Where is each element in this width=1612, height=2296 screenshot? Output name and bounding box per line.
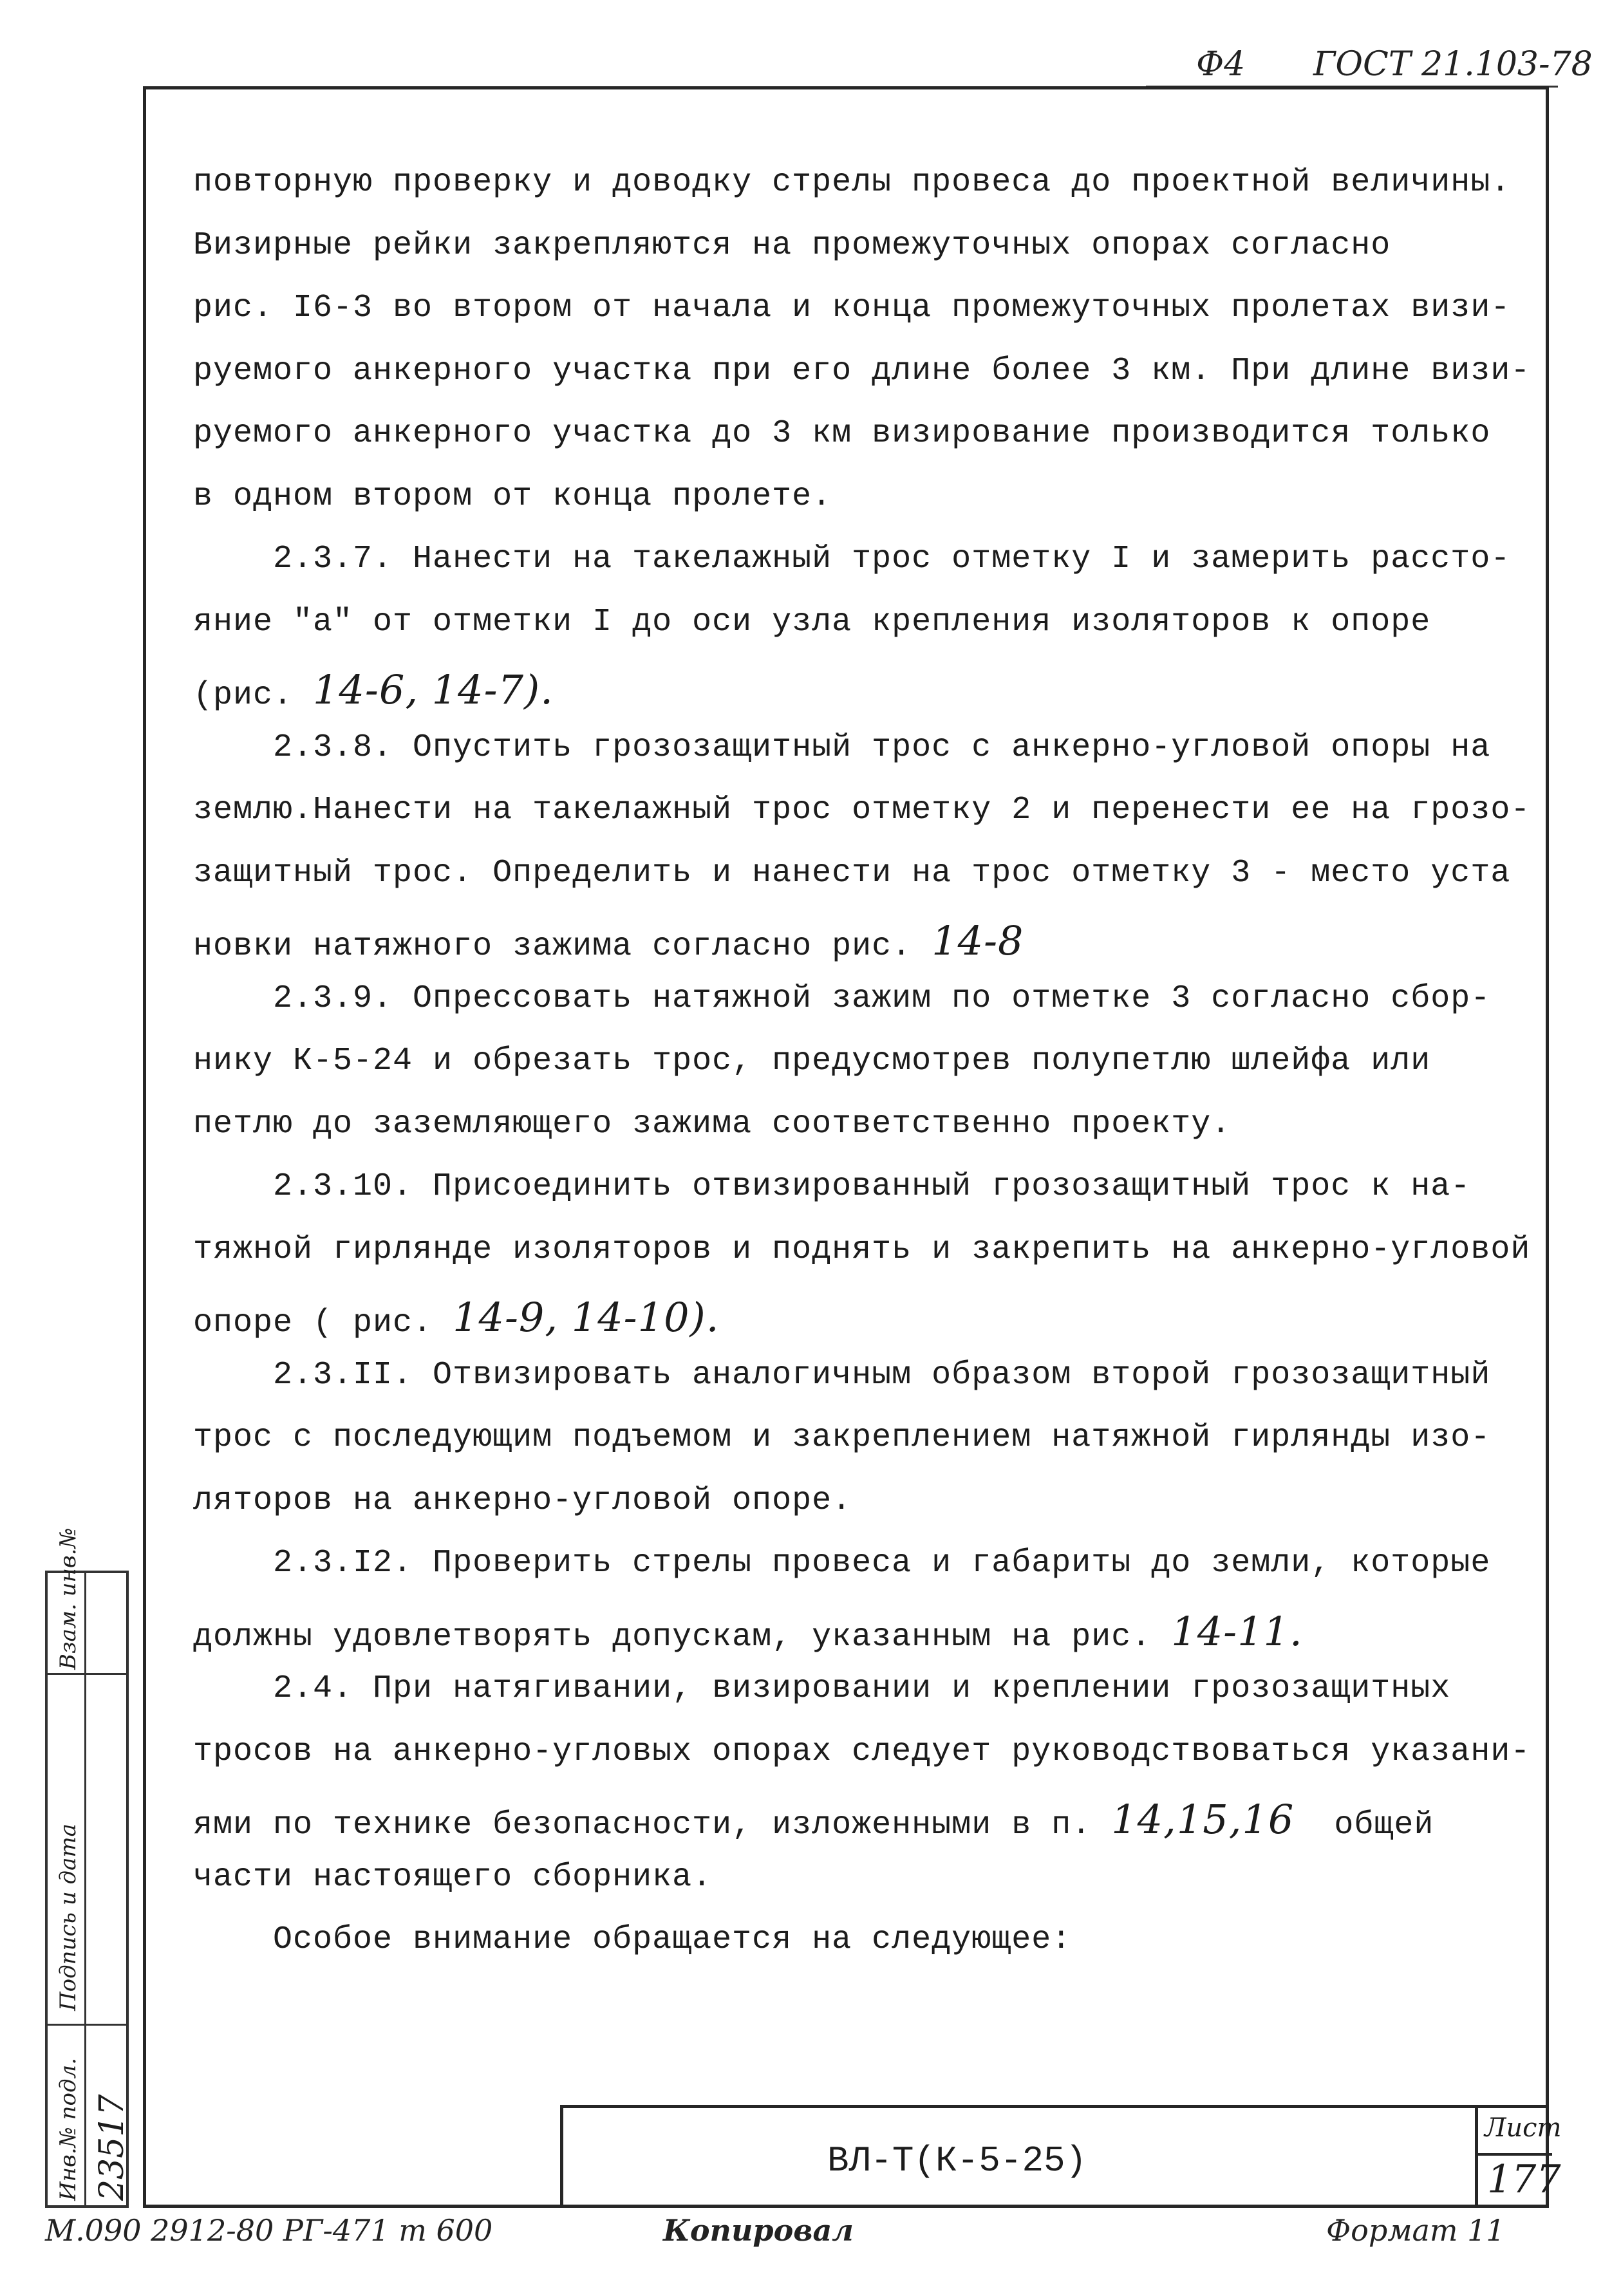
footer-copied: Копировал bbox=[663, 2213, 854, 2248]
body-line bbox=[193, 917, 1024, 965]
body-line bbox=[193, 1294, 719, 1341]
body-line-text: 2.3.I2. Проверить стрелы провеса и габариты до земли, которые bbox=[193, 1545, 1491, 1582]
body-line bbox=[193, 415, 1490, 452]
body-line-text: рис. I6-3 во втором от начала и конца промежуточных пролетах визи- bbox=[193, 290, 1511, 326]
footer-left: М.090 2912-80 РГ-471 т 600 bbox=[45, 2213, 493, 2248]
body-line-text: руемого анкерного участка до 3 км визирование производится только bbox=[193, 415, 1491, 452]
body-line bbox=[193, 604, 1430, 640]
header-standard: ГОСТ 21.103-78 bbox=[1313, 45, 1593, 84]
body-line bbox=[193, 1043, 1430, 1079]
body-line-text: ляторов на анкерно-угловой опоре. bbox=[193, 1482, 852, 1519]
handwritten-reference: 14-9, 14-10). bbox=[453, 1294, 720, 1341]
document-code: ВЛ-Т(К-5-25) bbox=[827, 2140, 1087, 2181]
body-line bbox=[193, 1608, 1303, 1656]
body-line bbox=[193, 164, 1510, 201]
side-stamp-sign-label: Подпись и дата bbox=[55, 1824, 81, 2011]
body-line bbox=[193, 353, 1530, 389]
body-line-tail: общей bbox=[1294, 1807, 1434, 1843]
body-line bbox=[193, 1859, 712, 1896]
body-line-text: землю.Нанести на такелажный трос отметку 2 и перенести ее на грозо- bbox=[193, 792, 1531, 828]
body-line-text: защитный трос. Определить и нанести на трос отметку 3 - место уста bbox=[193, 855, 1511, 891]
body-line-text: 2.3.10. Присоединить отвизированный грозозащитный трос к на- bbox=[193, 1168, 1471, 1205]
body-line-text: опоре ( рис. bbox=[193, 1305, 453, 1341]
body-line-text: части настоящего сборника. bbox=[193, 1859, 713, 1896]
body-line-text: тяжной гирлянде изоляторов и поднять и закрепить на анкерно-угловой bbox=[193, 1231, 1531, 1268]
handwritten-reference: 14-8 bbox=[932, 917, 1024, 964]
side-stamp-divider bbox=[48, 1673, 126, 1675]
handwritten-reference: 14,15,16 bbox=[1111, 1796, 1295, 1843]
body-line bbox=[193, 1670, 1450, 1707]
footer-format: Формат 11 bbox=[1326, 2213, 1505, 2248]
body-line bbox=[193, 792, 1530, 828]
side-stamp-divider bbox=[48, 2024, 126, 2026]
side-stamp bbox=[45, 1527, 131, 2208]
body-line-text: 2.4. При натягивании, визировании и креплении грозозащитных bbox=[193, 1670, 1451, 1707]
body-line bbox=[193, 855, 1510, 891]
body-line bbox=[193, 1482, 852, 1519]
body-line-text: трос с последующим подъемом и закреплением натяжной гирлянды изо- bbox=[193, 1419, 1491, 1456]
handwritten-reference: 14-6, 14-7). bbox=[313, 666, 554, 713]
sheet-box bbox=[1475, 2108, 1562, 2208]
body-line bbox=[193, 1921, 1071, 1958]
body-line bbox=[193, 1733, 1530, 1770]
body-line-text: 2.3.7. Нанести на такелажный трос отметку I и замерить рассто- bbox=[193, 541, 1511, 577]
side-stamp-replace-label: Взам. инв.№ bbox=[55, 1527, 81, 1670]
body-line-text: Особое внимание обращается на следующее: bbox=[193, 1921, 1072, 1958]
body-line bbox=[193, 1106, 1231, 1143]
body-line bbox=[193, 227, 1391, 264]
body-line-text: повторную проверку и доводку стрелы провеса до проектной величины. bbox=[193, 164, 1511, 201]
body-line-text: ями по технике безопасности, изложенными в п. bbox=[193, 1807, 1112, 1843]
body-line-text: тросов на анкерно-угловых опорах следует руководствоваться указани- bbox=[193, 1733, 1531, 1770]
body-line bbox=[193, 729, 1490, 766]
body-line bbox=[193, 1545, 1490, 1582]
body-line bbox=[193, 980, 1490, 1017]
sheet-label: Лист bbox=[1485, 2113, 1562, 2143]
sheet-divider bbox=[1478, 2153, 1552, 2156]
body-line-text: 2.3.8. Опустить грозозащитный трос с анкерно-угловой опоры на bbox=[193, 729, 1491, 766]
body-line-text: в одном втором от конца пролете. bbox=[193, 478, 832, 515]
body-line-text: должны удовлетворять допускам, указанным на рис. bbox=[193, 1619, 1172, 1656]
body-line bbox=[193, 1231, 1530, 1268]
body-line-text: 2.3.II. Отвизировать аналогичным образом второй грозозащитный bbox=[193, 1357, 1491, 1394]
body-line-text: петлю до заземляющего зажима соответственно проекту. bbox=[193, 1106, 1232, 1143]
title-block bbox=[560, 2105, 1562, 2208]
body-line-text: Визирные рейки закрепляются на промежуточных опорах согласно bbox=[193, 227, 1391, 264]
body-line-text: яние "а" от отметки I до оси узла крепления изоляторов к опоре bbox=[193, 604, 1431, 640]
body-line-text: нику К-5-24 и обрезать трос, предусмотрев полупетлю шлейфа или bbox=[193, 1043, 1431, 1079]
body-line bbox=[193, 1419, 1490, 1456]
body-line bbox=[193, 1796, 1434, 1843]
body-line bbox=[193, 666, 554, 714]
body-line bbox=[193, 1357, 1490, 1394]
body-line-text: новки натяжного зажима согласно рис. bbox=[193, 928, 932, 965]
sheet-number: 177 bbox=[1487, 2157, 1561, 2202]
body-line-text: руемого анкерного участка при его длине более 3 км. При длине визи- bbox=[193, 353, 1531, 389]
body-line bbox=[193, 1168, 1470, 1205]
header-code: Ф4 bbox=[1196, 45, 1246, 84]
handwritten-reference: 14-11. bbox=[1171, 1608, 1303, 1655]
side-stamp-inv-label: Инв.№ подл. bbox=[55, 2058, 81, 2201]
body-line-text: (рис. bbox=[193, 677, 314, 714]
body-line bbox=[193, 478, 832, 515]
body-line-text: 2.3.9. Опрессовать натяжной зажим по отметке 3 согласно сбор- bbox=[193, 980, 1491, 1017]
body-line bbox=[193, 541, 1510, 577]
side-stamp-inv-number: 23517 bbox=[93, 2094, 131, 2201]
body-line bbox=[193, 290, 1510, 326]
